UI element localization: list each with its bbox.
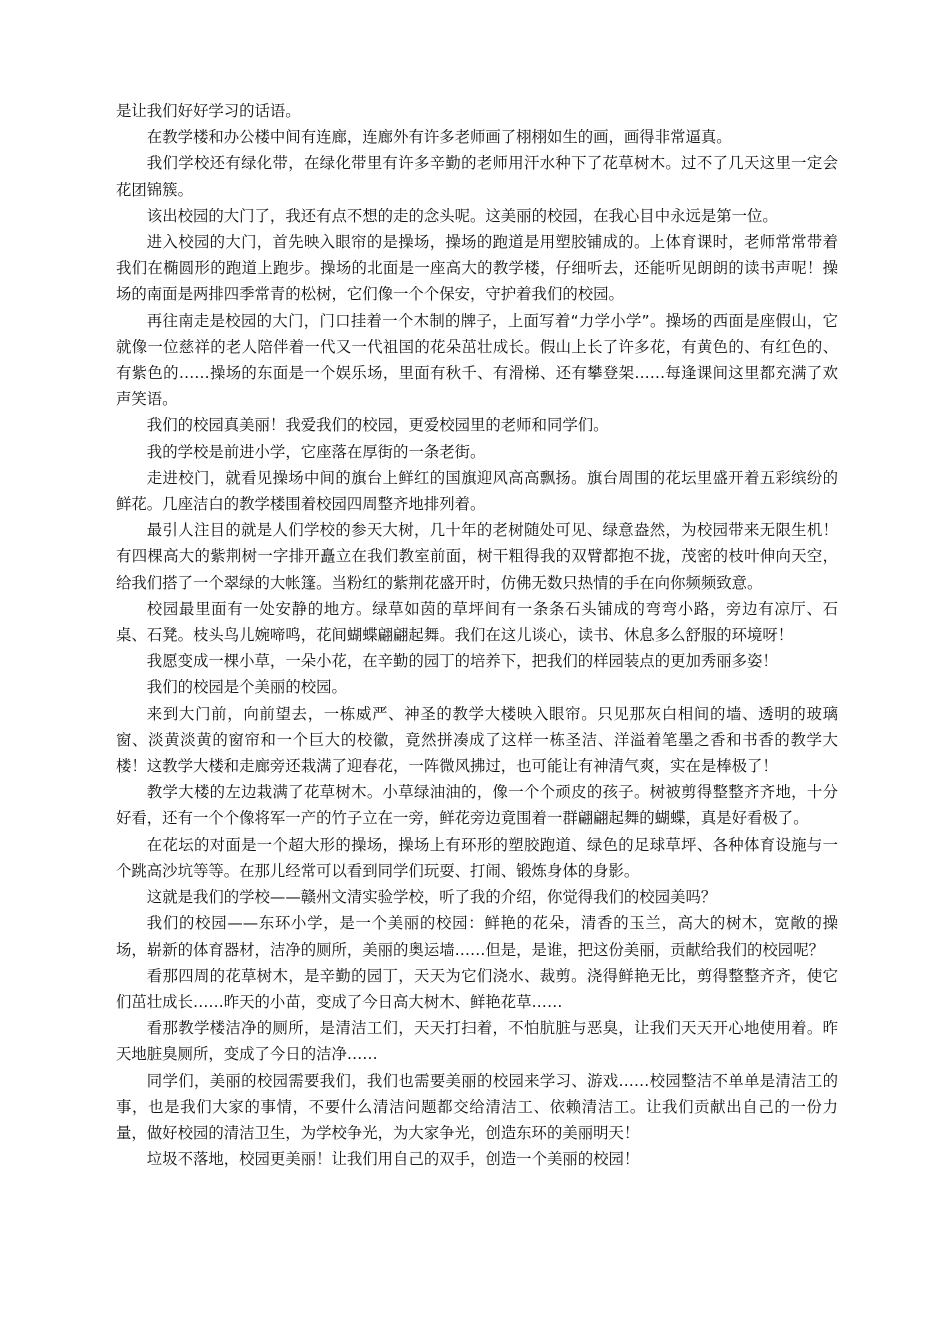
paragraph: 我的学校是前进小学，它座落在厚街的一条老街。 bbox=[146, 442, 486, 461]
paragraph: 我们的校园——东环小学，是一个美丽的校园：鲜艳的花朵，清香的玉兰，高大的树木，宽敞的操场，崭新的体育器材，洁净的厕所，美丽的奥运墙……但是，是谁，把这份美丽，贡献给我们的校园呢？ bbox=[116, 914, 838, 959]
paragraph: 垃圾不落地，校园更美丽！让我们用自己的双手，创造一个美丽的校园！ bbox=[146, 1150, 640, 1169]
document-page bbox=[116, 98, 838, 1172]
paragraph: 走进校门，就看见操场中间的旗台上鲜红的国旗迎风高高飘扬。旗台周围的花坛里盛开着五彩缤纷的鲜花。几座洁白的教学楼围着校园四周整齐地排列着。 bbox=[116, 468, 838, 514]
paragraph: 我愿变成一棵小草，一朵小花，在辛勤的园丁的培养下，把我们的样园装点的更加秀丽多姿！ bbox=[146, 652, 778, 671]
paragraph: 进入校园的大门，首先映入眼帘的是操场，操场的跑道是用塑胶铺成的。上体育课时，老师常常带着我们在椭圆形的跑道上跑步。操场的北面是一座高大的教学楼，仔细听去，还能听见朗朗的读书声呢！操场的南面是两排四季常青的松树，它们像一个个保安，守护着我们的校园。 bbox=[116, 233, 838, 304]
paragraph: 看那四周的花草树木，是辛勤的园丁，天天为它们浇水、裁剪。浇得鲜艳无比，剪得整整齐齐，使它们茁壮成长……昨天的小苗，变成了今日高大树木、鲜艳花草…… bbox=[116, 966, 838, 1011]
paragraph: 我们的校园是个美丽的校园。 bbox=[146, 678, 347, 697]
paragraph: 该出校园的大门了，我还有点不想的走的念头呢。这美丽的校园，在我心目中永远是第一位。 bbox=[146, 206, 778, 225]
paragraph: 在教学楼和办公楼中间有连廊，连廊外有许多老师画了栩栩如生的画，画得非常逼真。 bbox=[146, 128, 732, 147]
paragraph: 这就是我们的学校——赣州文清实验学校，听了我的介绍，你觉得我们的校园美吗？ bbox=[146, 888, 717, 907]
paragraph: 我们的校园真美丽！我爱我们的校园，更爱校园里的老师和同学们。 bbox=[146, 416, 609, 435]
paragraph: 在花坛的对面是一个超大形的操场，操场上有环形的塑胶跑道、绿色的足球草坪、各种体育设施与一个跳高沙坑等等。在那儿经常可以看到同学们玩耍、打闹、锻炼身体的身影。 bbox=[116, 835, 838, 880]
paragraph: 校园最里面有一处安静的地方。绿草如茵的草坪间有一条条石头铺成的弯弯小路，旁边有凉厅、石桌、石凳。枝头鸟儿婉啼鸣，花间蝴蝶翩翩起舞。我们在这儿谈心，读书、休息多么舒服的环境呀！ bbox=[116, 599, 838, 645]
paragraph: 是让我们好好学习的话语。 bbox=[116, 102, 301, 120]
paragraph: 教学大楼的左边栽满了花草树木。小草绿油油的，像一个个顽皮的孩子。树被剪得整整齐齐地，十分好看，还有一个个像将军一产的竹子立在一旁，鲜花旁边竟围着一群翩翩起舞的蝴蝶，真是好看极了。 bbox=[116, 783, 838, 828]
paragraph: 最引人注目的就是人们学校的参天大树，几十年的老树随处可见、绿意盎然，为校园带来无限生机！有四棵高大的紫荆树一字排开矗立在我们教室前面，树干粗得我的双臂都抱不拢，茂密的枝叶伸向天空，给我们搭了一个翠绿的大帐篷。当粉红的紫荆花盛开时，仿佛无数只热情的手在向你频频致意。 bbox=[116, 521, 838, 592]
paragraph: 同学们，美丽的校园需要我们，我们也需要美丽的校园来学习、游戏……校园整洁不单单是清洁工的事，也是我们大家的事情，不要什么清洁问题都交给清洁工、依赖清洁工。让我们贡献出自己的一份力量，做好校园的清洁卫生，为学校争光，为大家争光，创造东环的美丽明天！ bbox=[116, 1071, 838, 1142]
paragraph: 看那教学楼洁净的厕所，是清洁工们，天天打扫着，不怕肮脏与恶臭，让我们天天开心地使用着。昨天地脏臭厕所，变成了今日的洁净…… bbox=[116, 1019, 838, 1064]
paragraph: 我们学校还有绿化带，在绿化带里有许多辛勤的老师用汗水种下了花草树木。过不了几天这里一定会花团锦簇。 bbox=[116, 154, 838, 199]
paragraph: 再往南走是校园的大门，门口挂着一个木制的牌子，上面写着“力学小学”。操场的西面是座假山，它就像一位慈祥的老人陪伴着一代又一代祖国的花朵茁壮成长。假山上长了许多花，有黄色的、有红色的、有紫色的……操场的东面是一个娱乐场，里面有秋千、有滑梯、还有攀登架……每逢课间这里都充满了欢声笑语。 bbox=[116, 311, 838, 409]
paragraph: 来到大门前，向前望去，一栋威严、神圣的教学大楼映入眼帘。只见那灰白相间的墙、透明的玻璃窗、淡黄淡黄的窗帘和一个巨大的校徽，竟然拼凑成了这样一栋圣洁、洋溢着笔墨之香和书香的教学大楼！这教学大楼和走廊旁还栽满了迎春花，一阵微风拂过，也可能让有神清气爽，实在是棒极了！ bbox=[116, 704, 838, 776]
